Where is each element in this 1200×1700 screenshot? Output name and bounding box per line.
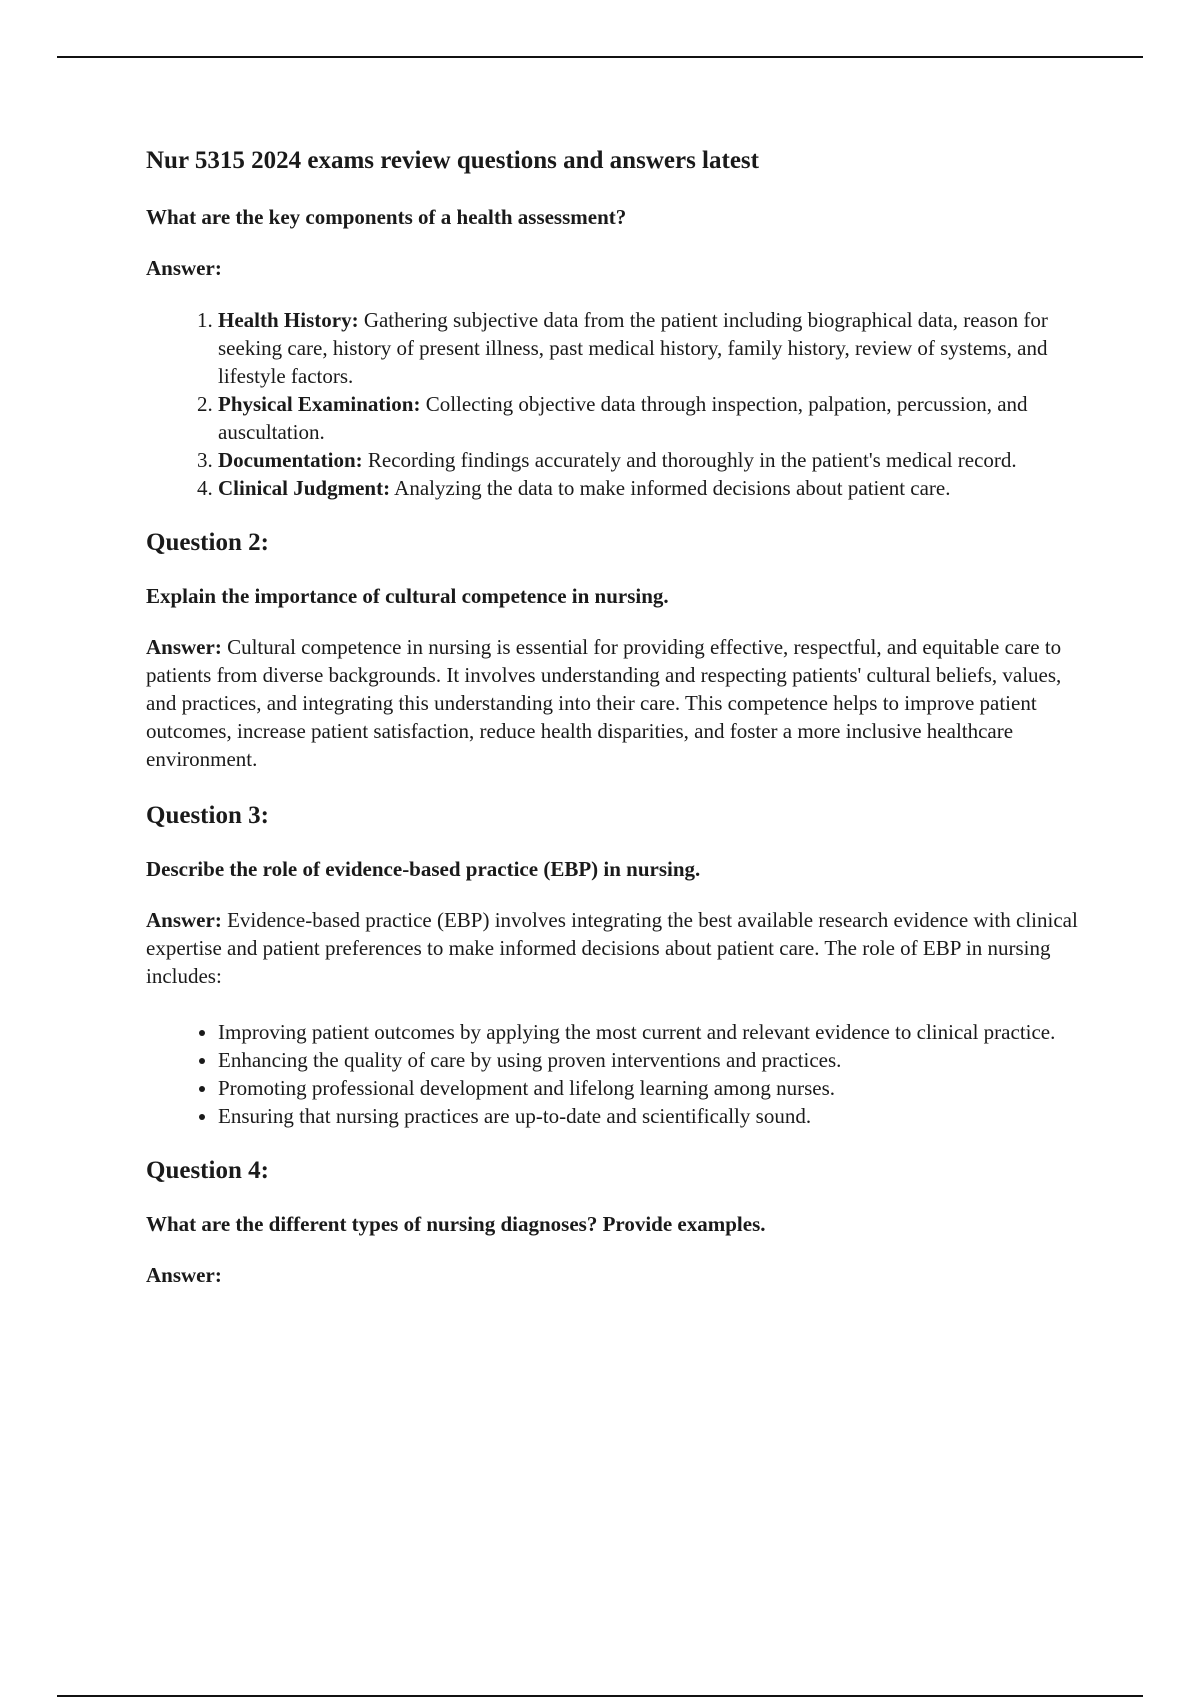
question-1-text: What are the key components of a health assessment? bbox=[146, 205, 627, 229]
document-title: Nur 5315 2024 exams review questions and answers latest bbox=[146, 147, 759, 174]
question-4-heading: Question 4: bbox=[146, 1157, 269, 1184]
list-item-title: Health History: bbox=[218, 308, 359, 332]
list-item bbox=[218, 306, 1096, 390]
list-item-text: Analyzing the data to make informed decisions about patient care. bbox=[390, 476, 951, 500]
assessment-components-list bbox=[146, 306, 1096, 502]
list-item-title: Clinical Judgment: bbox=[218, 476, 391, 500]
question-3-heading: Question 3: bbox=[146, 802, 269, 829]
question-3-text: Describe the role of evidence-based practice (EBP) in nursing. bbox=[146, 857, 701, 881]
answer-2-label: Answer: bbox=[146, 635, 222, 659]
list-item bbox=[218, 446, 1096, 474]
list-item: • Enhancing the quality of care by using proven interventions and practices. bbox=[218, 1046, 1096, 1074]
list-item-title: Physical Examination: bbox=[218, 392, 421, 416]
ebp-role-list bbox=[146, 1018, 1096, 1130]
list-item bbox=[218, 474, 1096, 502]
answer-3-paragraph bbox=[146, 906, 1096, 990]
answer-3-label: Answer: bbox=[146, 908, 222, 932]
document-body bbox=[146, 146, 1096, 1313]
answer-1-label: Answer: bbox=[146, 256, 222, 280]
list-item: • Improving patient outcomes by applying the most current and relevant evidence to clinical practice. bbox=[218, 1018, 1096, 1046]
answer-3-text: Evidence-based practice (EBP) involves integrating the best available research evidence with clinical expertise and patient preferences to make informed decisions about patient care. The role of EBP in nursing includes: bbox=[146, 908, 1078, 988]
answer-2-text: Cultural competence in nursing is essential for providing effective, respectful, and equitable care to patients from diverse backgrounds. It involves understanding and respecting patients' cultural beliefs, values, and practices, and integrating this understanding into their care. This competence helps to improve patient outcomes, increase patient satisfaction, reduce health disparities, and foster a more inclusive healthcare environment. bbox=[146, 635, 1062, 771]
answer-2-paragraph bbox=[146, 633, 1096, 773]
list-item-text: Collecting objective data through inspection, palpation, percussion, and auscultation. bbox=[218, 392, 1028, 444]
list-item-text: Recording findings accurately and thoroughly in the patient's medical record. bbox=[362, 448, 1017, 472]
question-4-text: What are the different types of nursing diagnoses? Provide examples. bbox=[146, 1212, 766, 1236]
question-2-text: Explain the importance of cultural competence in nursing. bbox=[146, 584, 669, 608]
question-2-heading: Question 2: bbox=[146, 529, 269, 556]
top-rule bbox=[57, 56, 1143, 58]
list-item-text: Gathering subjective data from the patient including biographical data, reason for seeking care, history of present illness, past medical history, family history, review of systems, and lifestyle factors. bbox=[218, 308, 1048, 388]
list-item: • Promoting professional development and lifelong learning among nurses. bbox=[218, 1074, 1096, 1102]
list-item-title: Documentation: bbox=[218, 448, 363, 472]
list-item: • Ensuring that nursing practices are up-to-date and scientifically sound. bbox=[218, 1102, 1096, 1130]
list-item bbox=[218, 390, 1096, 446]
bottom-rule bbox=[57, 1695, 1143, 1697]
answer-4-label: Answer: bbox=[146, 1263, 222, 1287]
